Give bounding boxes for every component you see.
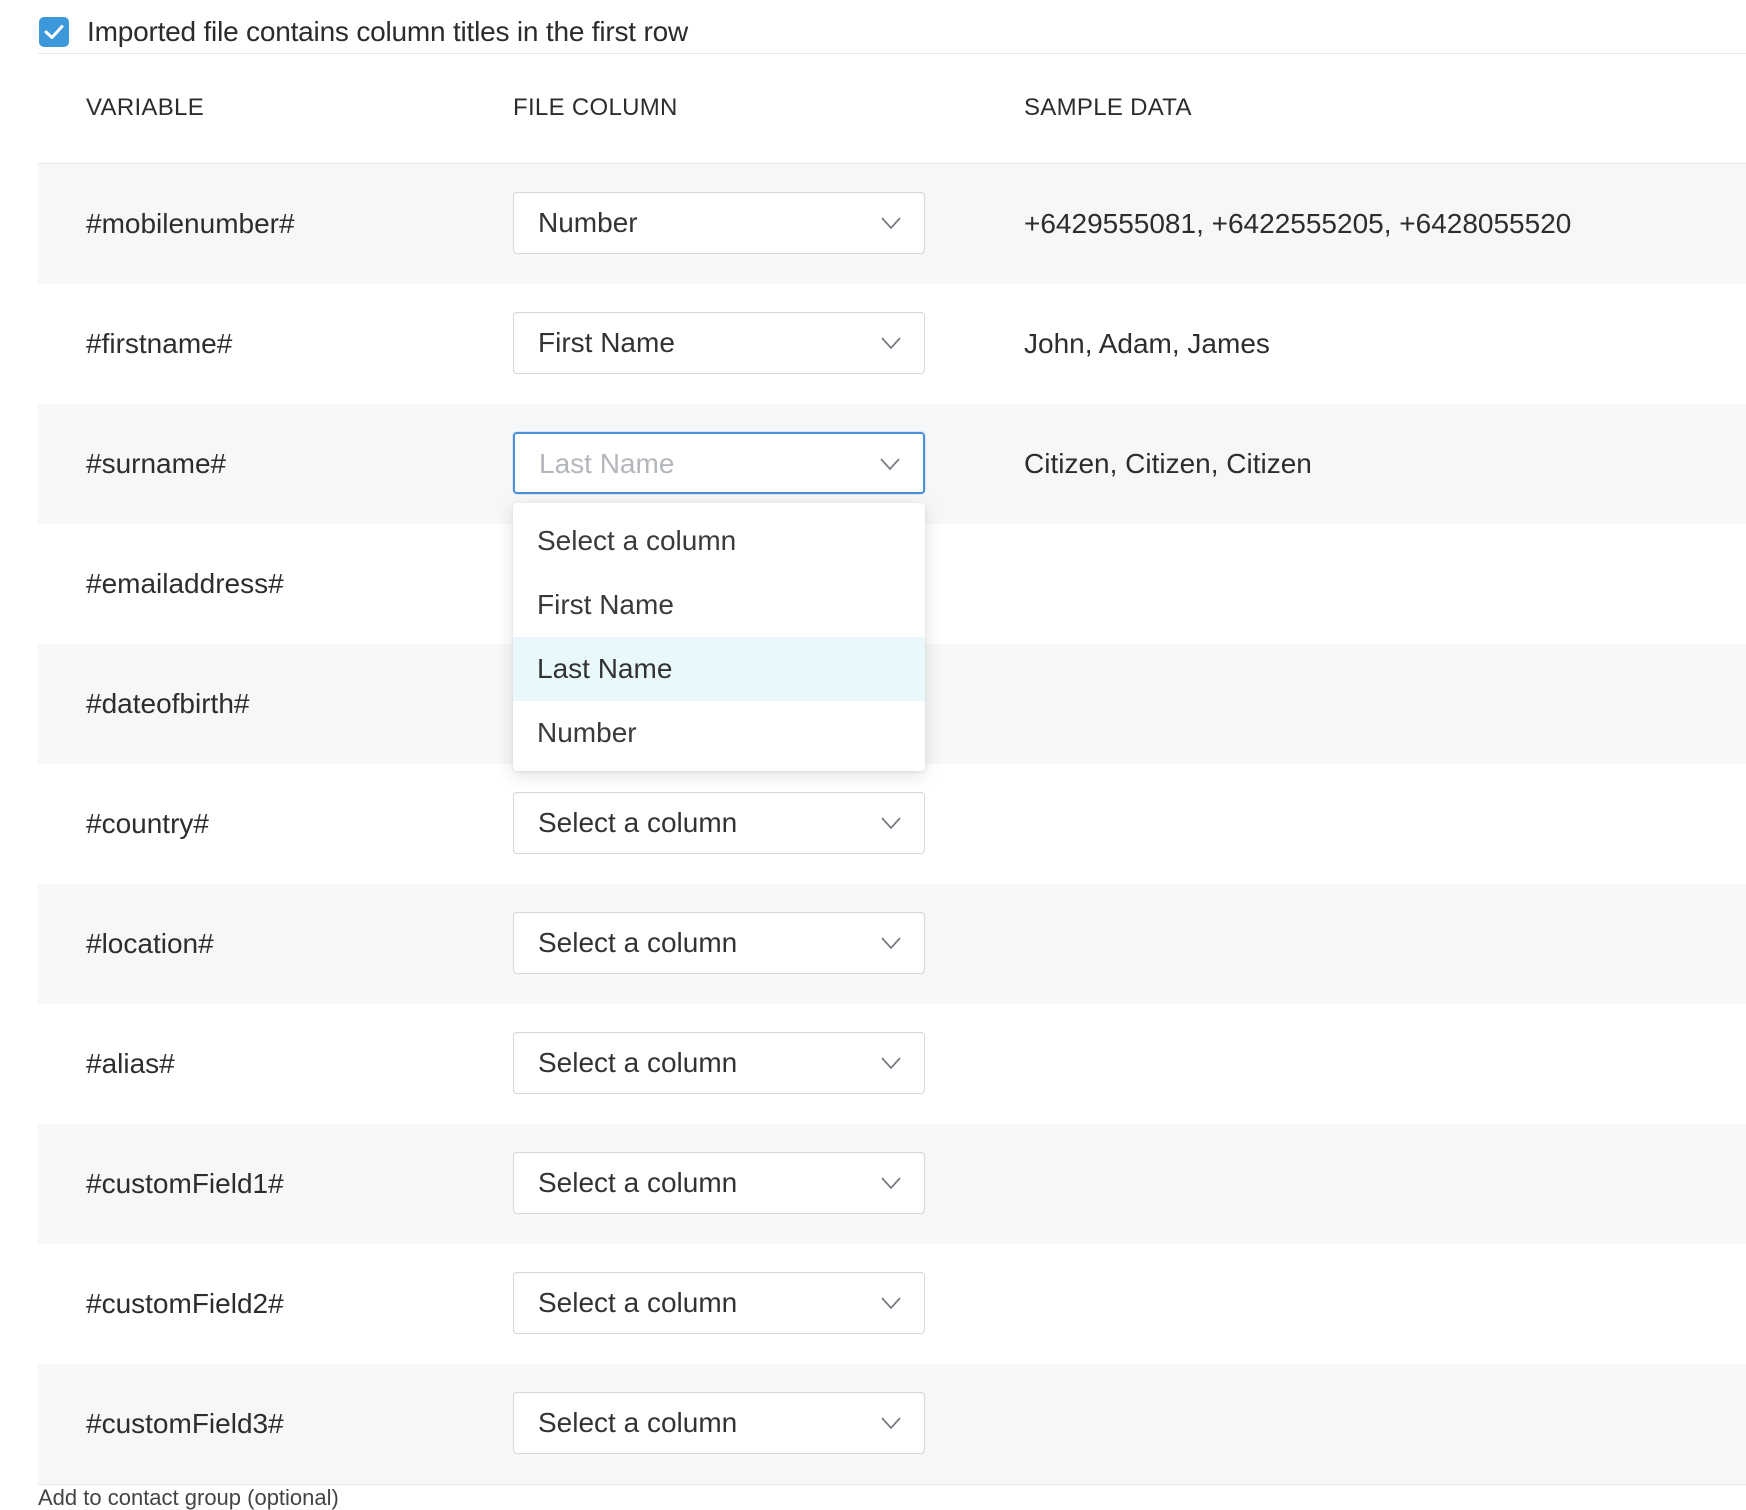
top-divider: [38, 53, 1746, 54]
variable-name: #mobilenumber#: [86, 208, 295, 239]
chevron-down-icon: [880, 335, 902, 351]
column-header-file-column: FILE COLUMN: [513, 94, 678, 121]
variable-name: #surname#: [86, 448, 227, 479]
file-column-select-open[interactable]: [513, 432, 925, 494]
file-column-dropdown-menu: [513, 503, 925, 771]
file-column-select[interactable]: [513, 1272, 925, 1334]
chevron-down-icon: [880, 1415, 902, 1431]
chevron-down-icon: [879, 456, 901, 472]
select-value: Select a column: [538, 1407, 738, 1438]
chevron-down-icon: [880, 1175, 902, 1191]
check-icon: [44, 24, 64, 40]
file-column-select[interactable]: [513, 1032, 925, 1094]
variable-name: #country#: [86, 808, 209, 839]
column-header-variable: VARIABLE: [86, 94, 205, 121]
file-column-select[interactable]: [513, 1152, 925, 1214]
sample-data: Citizen, Citizen, Citizen: [1024, 448, 1312, 479]
sample-data: John, Adam, James: [1024, 328, 1270, 359]
dropdown-option-last-name[interactable]: Last Name: [513, 637, 925, 701]
header-checkbox-row[interactable]: [39, 14, 688, 50]
table-row: [38, 284, 1746, 404]
variable-name: #emailaddress#: [86, 568, 284, 599]
sample-data: +6429555081, +6422555205, +6428055520: [1024, 208, 1572, 239]
table-row: [38, 1124, 1746, 1244]
file-column-select[interactable]: [513, 792, 925, 854]
table-row: [38, 764, 1746, 884]
variable-name: #customField1#: [86, 1168, 284, 1199]
file-column-select[interactable]: [513, 312, 925, 374]
variable-name: #customField2#: [86, 1288, 284, 1319]
select-value: First Name: [538, 327, 675, 358]
file-column-select[interactable]: [513, 1392, 925, 1454]
table-row: [38, 164, 1746, 284]
column-titles-label: Imported file contains column titles in the first row: [87, 16, 688, 47]
chevron-down-icon: [880, 1295, 902, 1311]
select-value: Last Name: [539, 448, 675, 479]
chevron-down-icon: [880, 215, 902, 231]
dropdown-option-number[interactable]: Number: [537, 717, 637, 748]
column-titles-checkbox[interactable]: [39, 17, 69, 47]
variable-name: #customField3#: [86, 1408, 284, 1439]
variable-name: #dateofbirth#: [86, 688, 250, 719]
select-value: Select a column: [538, 1167, 738, 1198]
file-column-select[interactable]: [513, 192, 925, 254]
dropdown-option-select-a-column[interactable]: Select a column: [537, 525, 737, 556]
select-value: Select a column: [538, 927, 738, 958]
variable-name: #location#: [86, 928, 214, 959]
chevron-down-icon: [880, 935, 902, 951]
table-row: [38, 1004, 1746, 1124]
select-value: Select a column: [538, 1287, 738, 1318]
select-value: Select a column: [538, 1047, 738, 1078]
select-value: Select a column: [538, 807, 738, 838]
chevron-down-icon: [880, 1055, 902, 1071]
mapping-table: [38, 164, 1746, 1484]
select-value: Number: [538, 207, 638, 238]
variable-name: #firstname#: [86, 328, 233, 359]
add-to-group-label: Add to contact group (optional): [38, 1485, 339, 1510]
table-row: [38, 1364, 1746, 1484]
variable-name: #alias#: [86, 1048, 175, 1079]
dropdown-option-first-name[interactable]: First Name: [537, 589, 674, 620]
chevron-down-icon: [880, 815, 902, 831]
column-header-sample-data: SAMPLE DATA: [1024, 94, 1192, 121]
table-row: [38, 884, 1746, 1004]
table-row: [38, 1244, 1746, 1364]
file-column-select[interactable]: [513, 912, 925, 974]
